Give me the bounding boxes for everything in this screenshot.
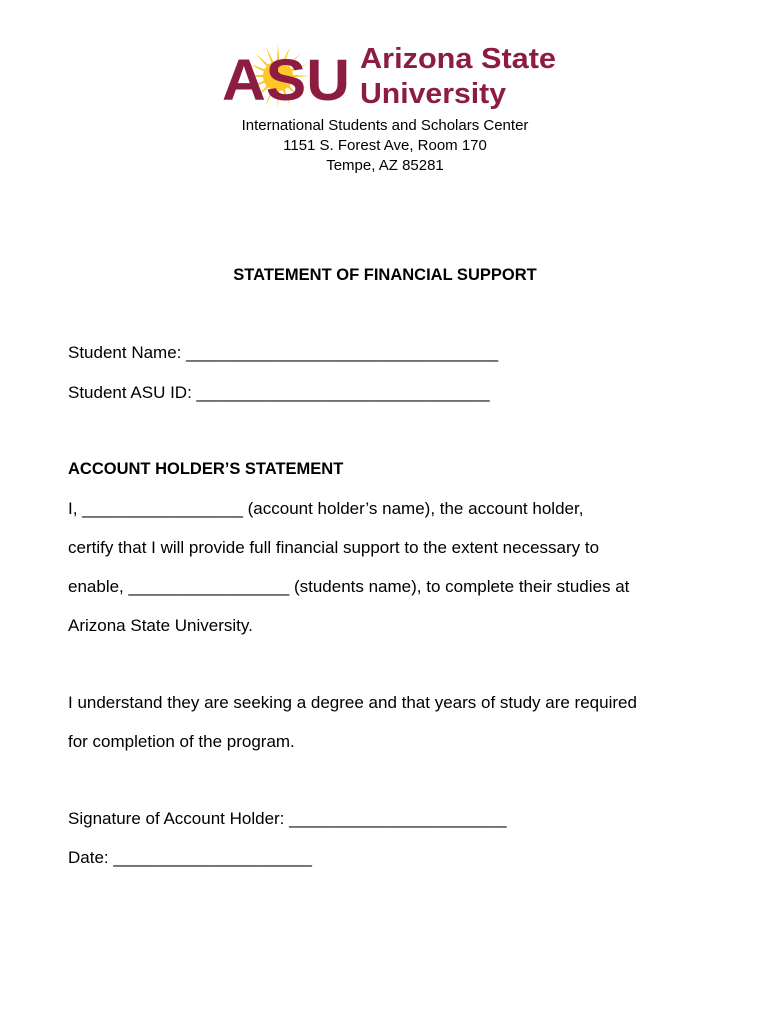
statement-line-2: certify that I will provide full financial support to the extent necessary to	[68, 538, 600, 557]
signature-field[interactable]: Signature of Account Holder: _______________________	[68, 809, 507, 828]
date-field[interactable]: Date: _____________________	[68, 848, 312, 867]
understanding-line-1: I understand they are seeking a degree and that years of study are required	[68, 693, 637, 712]
form-title: STATEMENT OF FINANCIAL SUPPORT	[233, 266, 537, 284]
asu-mark: ASU	[222, 48, 350, 112]
address-line-1: International Students and Scholars Center	[241, 117, 529, 134]
address-block	[0, 116, 770, 176]
address-line-3: Tempe, AZ 85281	[326, 157, 444, 174]
student-name-field[interactable]: Student Name: _________________________________	[68, 343, 499, 362]
address-line-2: 1151 S. Forest Ave, Room 170	[283, 137, 487, 154]
logo-name-line2: University	[360, 78, 506, 110]
statement-line-4: Arizona State University.	[68, 616, 253, 635]
asu-logo	[220, 40, 560, 112]
logo-name-line1: Arizona State	[360, 43, 556, 75]
statement-line-1[interactable]: I, _________________ (account holder’s name), the account holder,	[68, 499, 584, 518]
section-heading: ACCOUNT HOLDER’S STATEMENT	[68, 460, 344, 478]
statement-line-3[interactable]: enable, _________________ (students name), to complete their studies at	[68, 577, 630, 596]
student-id-field[interactable]: Student ASU ID: _______________________________	[68, 383, 490, 402]
understanding-line-2: for completion of the program.	[68, 732, 295, 751]
